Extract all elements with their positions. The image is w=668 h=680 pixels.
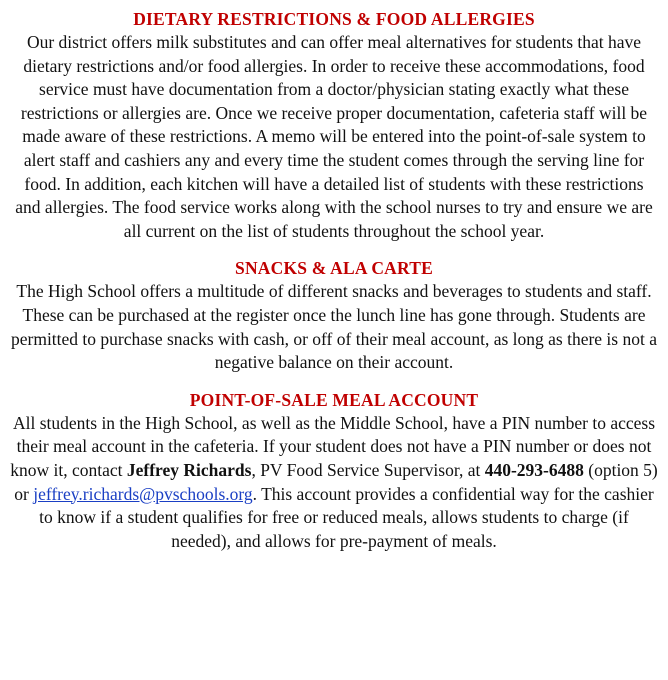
meal-account-text-2: , PV Food Service Supervisor, at — [251, 459, 485, 480]
snacks-body: The High School offers a multitude of different snacks and beverages to students and staff. These can be purchased at the register once the lunch line has gone through. Students are permitted to purchase snacks with cash, or off of their meal account, as long as there is not a negative balance on their account. — [10, 281, 657, 373]
meal-account-body — [10, 412, 658, 554]
meal-account-text-4: . This account provides a confidential way for the cashier to know if a student qualifies for free or reduced meals, allows students to charge (if needed), and allows for pre-payment of meals. — [39, 483, 654, 551]
dietary-restrictions-body: Our district offers milk substitutes and can offer meal alternatives for students that have dietary restrictions and/or food allergies. In order to receive these accommodations, food service must have documentation from a doctor/physician stating exactly what these restrictions or allergies are. Once we receive proper documentation, cafeteria staff will be made aware of these restrictions. A memo will be entered into the point-of-sale system to alert staff and cashiers any and every time the student comes through the serving line for food. In addition, each kitchen will have a detailed list of students with these restrictions and allergies. The food service works along with the school nurses to try and ensure we are all current on the list of students throughout the school year. — [15, 32, 653, 241]
meal-account-text-1: All students in the High School, as well as the Middle School, have a PIN number to access their meal account in the cafeteria. If your student does not have a PIN number or does not know it, contact — [10, 412, 656, 480]
dietary-restrictions-heading: DIETARY RESTRICTIONS & FOOD ALLERGIES — [133, 9, 535, 29]
meal-account-text-3: (option 5) or — [14, 459, 658, 504]
contact-phone: 440-293-6488 — [484, 459, 584, 480]
dietary-restrictions-section — [10, 8, 658, 243]
contact-name: Jeffrey Richards — [126, 459, 252, 480]
snacks-section — [10, 257, 658, 374]
meal-account-section — [10, 389, 658, 554]
contact-email-link[interactable]: jeffrey.richards@pvschools.org — [33, 483, 253, 504]
snacks-heading: SNACKS & ALA CARTE — [235, 258, 433, 279]
meal-account-heading: POINT-OF-SALE MEAL ACCOUNT — [189, 389, 479, 410]
